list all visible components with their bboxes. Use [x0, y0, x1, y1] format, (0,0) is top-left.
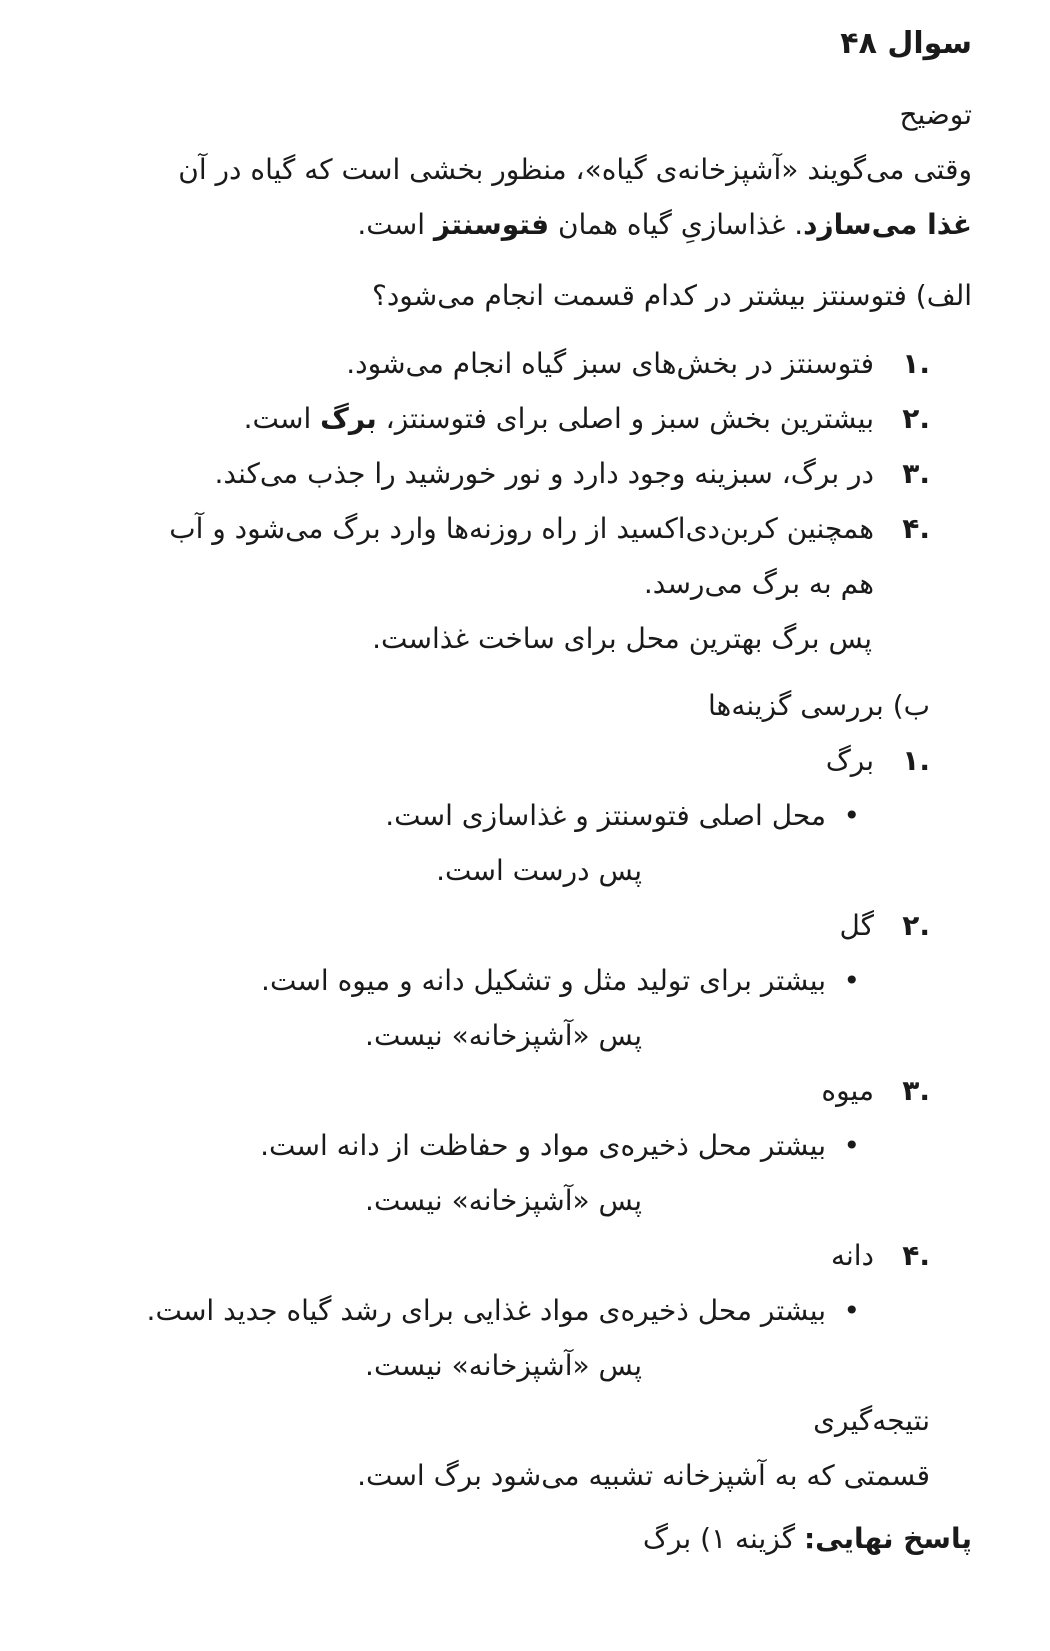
option-verdict: پس «آشپزخانه» نیست.: [365, 1184, 642, 1217]
explanation-heading: توضیح: [899, 98, 972, 131]
bullet-icon: •: [843, 799, 860, 832]
bullet-text: محل اصلی فتوسنتز و غذاسازی است.: [385, 799, 826, 832]
bullet-icon: •: [843, 1129, 860, 1162]
list-marker: ۴.: [902, 512, 930, 545]
option-header: [70, 1063, 930, 1118]
option-verdict: پس درست است.: [436, 854, 642, 887]
option-verdict: پس «آشپزخانه» نیست.: [365, 1019, 642, 1052]
option-header: [70, 733, 930, 788]
bold-text: فتوسنتز: [433, 208, 550, 241]
list-a-item: [70, 336, 930, 391]
question-part-b: ب) بررسی گزینه‌ها: [708, 689, 930, 722]
final-answer-text: گزینه ۱) برگ: [642, 1522, 804, 1555]
list-marker: ۴.: [902, 1239, 930, 1272]
list-item-text: در برگ، سبزینه وجود دارد و نور خورشید را جذب می‌کند.: [214, 457, 874, 490]
intro-text-end: است.: [357, 208, 434, 241]
bullet-text: بیشتر محل ذخیره‌ی مواد غذایی برای رشد گیاه جدید است.: [146, 1294, 826, 1327]
intro-line-2: [70, 197, 972, 252]
bullet-icon: •: [843, 964, 860, 997]
list-marker: ۱.: [902, 744, 930, 777]
list-item-text: است.: [243, 402, 321, 435]
list-item-text: همچنین کربن‌دی‌اکسید از راه روزنه‌ها وارد برگ می‌شود و آب: [169, 512, 874, 545]
bullet-text: بیشتر محل ذخیره‌ی مواد و حفاظت از دانه است.: [260, 1129, 826, 1162]
intro-line-1: وقتی می‌گویند «آشپزخانه‌ی گیاه»، منظور بخشی است که گیاه در آن: [178, 153, 972, 186]
option-header: [70, 1228, 930, 1283]
option-bullet: [70, 1283, 860, 1338]
option-name: برگ: [825, 744, 874, 777]
bold-text: غذا می‌سازد: [803, 208, 972, 241]
option-bullet: [70, 1118, 860, 1173]
conclusion-text: قسمتی که به آشپزخانه تشبیه می‌شود برگ است.: [357, 1459, 930, 1492]
bullet-icon: •: [843, 1294, 860, 1327]
bullet-text: بیشتر برای تولید مثل و تشکیل دانه و میوه است.: [261, 964, 826, 997]
list-marker: ۳.: [902, 1074, 930, 1107]
list-a-item: [70, 391, 930, 446]
option-bullet: [70, 788, 860, 843]
option-header: [70, 898, 930, 953]
question-number-title: سوال ۴۸: [840, 26, 972, 61]
option-name: گل: [839, 909, 874, 942]
bold-text: برگ: [320, 402, 377, 435]
question-part-a: الف) فتوسنتز بیشتر در کدام قسمت انجام می‌شود؟: [371, 279, 972, 312]
list-marker: ۲.: [902, 909, 930, 942]
option-verdict: پس «آشپزخانه» نیست.: [365, 1349, 642, 1382]
list-a-conclusion-note: پس برگ بهترین محل برای ساخت غذاست.: [372, 622, 872, 655]
conclusion-heading: نتیجه‌گیری: [813, 1404, 930, 1437]
option-bullet: [70, 953, 860, 1008]
intro-text: . غذاسازیِ گیاه همان: [549, 208, 804, 241]
list-marker: ۲.: [902, 402, 930, 435]
list-a-item: [70, 501, 930, 611]
final-answer-line: [70, 1511, 972, 1566]
final-answer-label: پاسخ نهایی:: [803, 1522, 972, 1555]
list-item-text: بیشترین بخش سبز و اصلی برای فتوسنتز،: [376, 402, 874, 435]
option-name: دانه: [830, 1239, 874, 1272]
list-a-item: [70, 446, 930, 501]
option-name: میوه: [821, 1074, 874, 1107]
list-marker: ۱.: [902, 347, 930, 380]
list-marker: ۳.: [902, 457, 930, 490]
list-item-text: فتوسنتز در بخش‌های سبز گیاه انجام می‌شود.: [346, 347, 874, 380]
list-item-text-continued: هم به برگ می‌رسد.: [643, 567, 874, 600]
